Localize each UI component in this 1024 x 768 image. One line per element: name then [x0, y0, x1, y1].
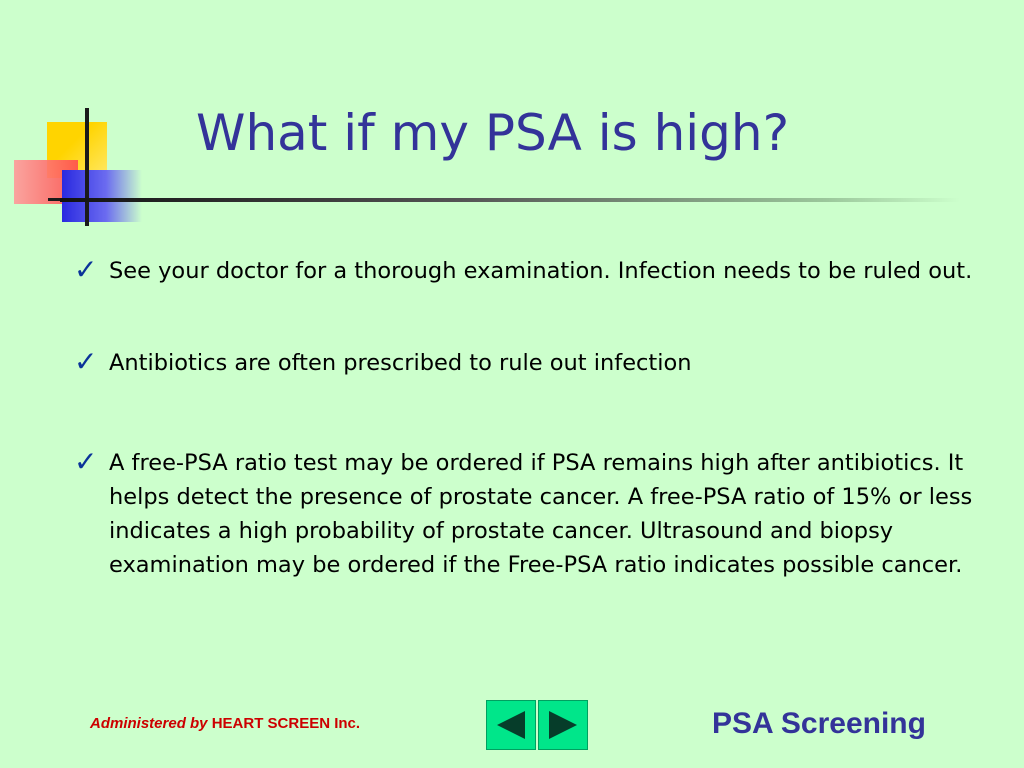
- footer-brand: PSA Screening: [712, 707, 926, 740]
- blue-square: [62, 170, 142, 222]
- bullet-item: [74, 254, 974, 288]
- slide-navigation: [486, 700, 588, 750]
- logo-vertical-line: [85, 108, 89, 226]
- organization-name: HEART SCREEN Inc.: [211, 715, 361, 732]
- bullet-text: A free-PSA ratio test may be ordered if PSA remains high after antibiotics. It helps detect the presence of prostate cancer. A free-PSA ratio of 15% or less indicates a high probability of prostate cancer. Ultrasound and biopsy examination may be ordered if the Free-PSA ratio indicates possible cancer.: [109, 450, 973, 578]
- arrow-right-icon: [545, 707, 581, 743]
- slide-title: What if my PSA is high?: [196, 104, 790, 162]
- title-underline: [60, 198, 960, 202]
- bullet-text: Antibiotics are often prescribed to rule out infection: [109, 350, 692, 376]
- bullet-item: [74, 346, 974, 380]
- bullet-list: [74, 250, 974, 582]
- previous-slide-button[interactable]: [486, 700, 536, 750]
- bullet-item: [74, 446, 974, 582]
- arrow-left-icon: [493, 707, 529, 743]
- administered-by-label: Administered by: [90, 715, 208, 732]
- bullet-text: See your doctor for a thorough examination. Infection needs to be ruled out.: [109, 258, 973, 284]
- checkmark-icon: ✓: [74, 445, 98, 478]
- checkmark-icon: ✓: [74, 253, 98, 286]
- decorative-logo: [0, 0, 160, 240]
- footer-credit: [90, 715, 360, 732]
- next-slide-button[interactable]: [538, 700, 588, 750]
- checkmark-icon: ✓: [74, 345, 98, 378]
